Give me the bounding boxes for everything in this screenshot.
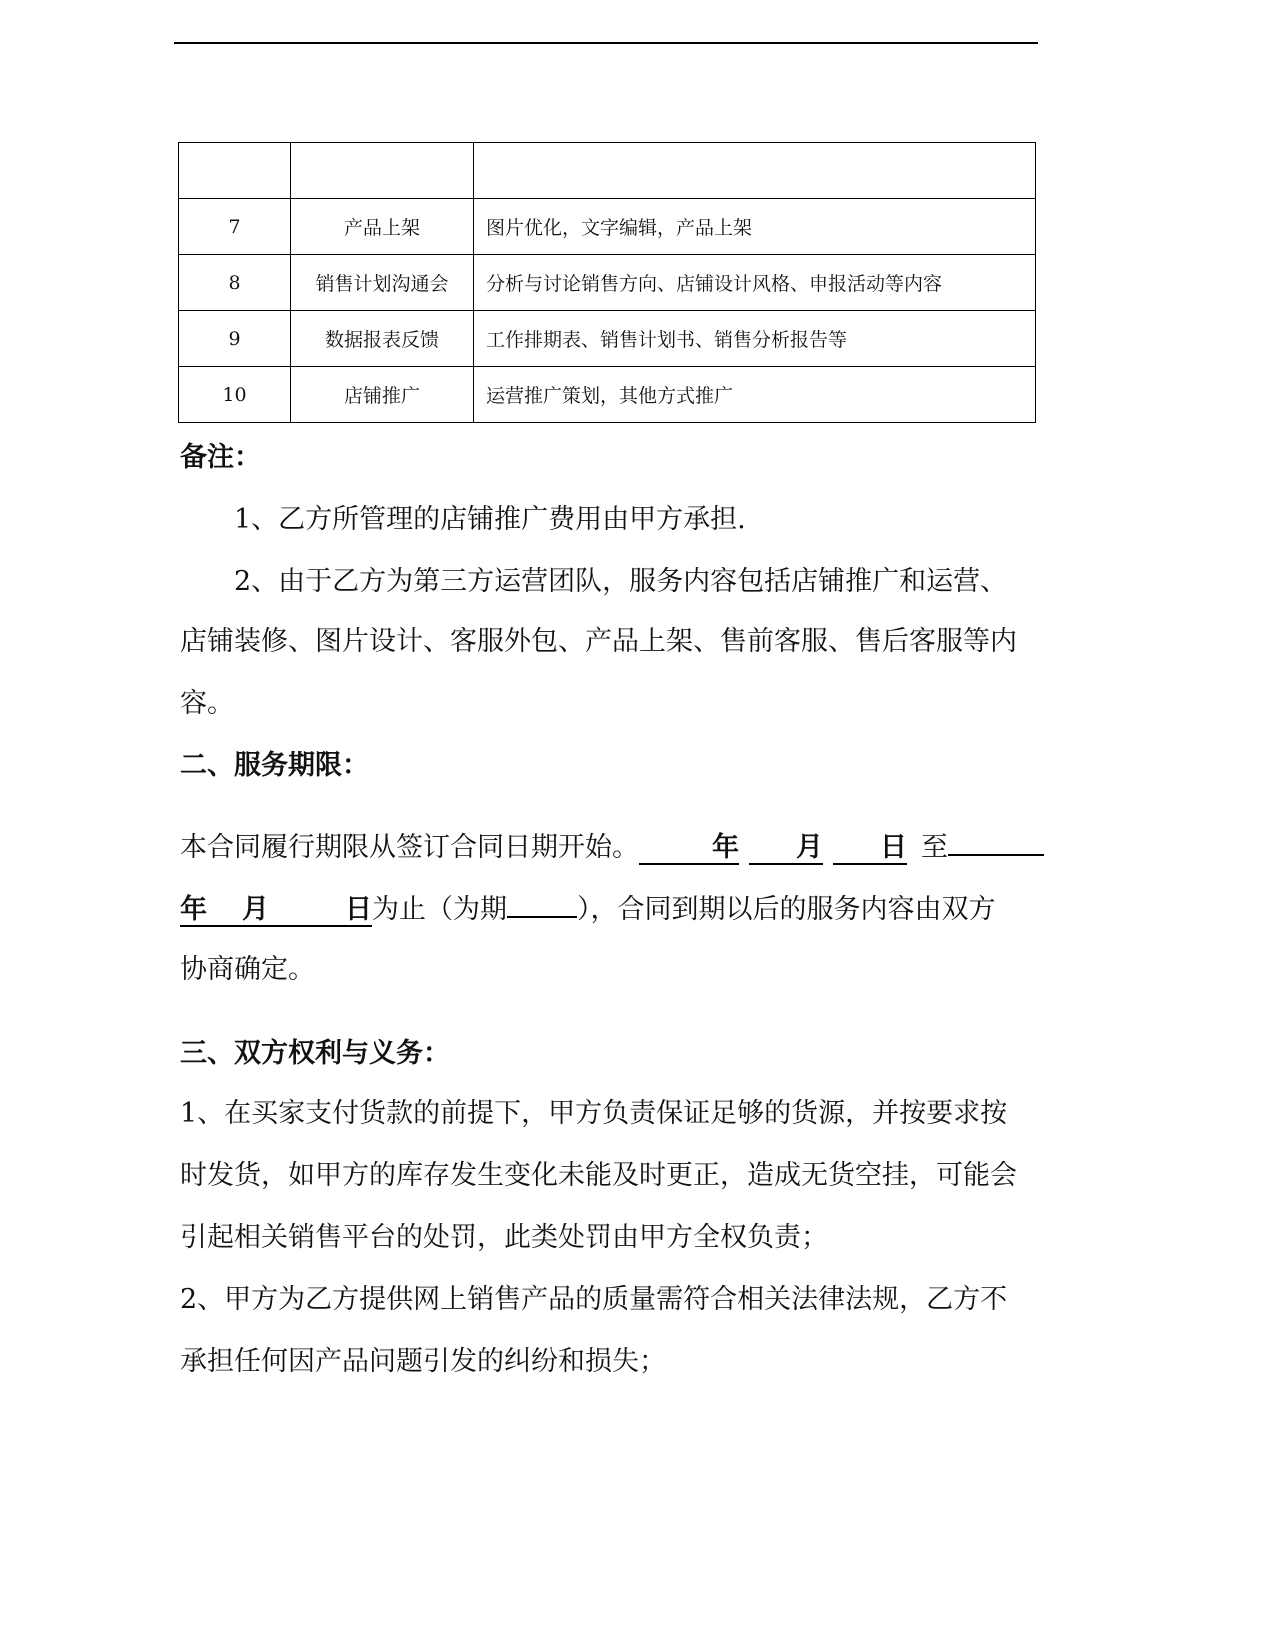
rights-p2-line-2: 承担任何因产品问题引发的纠纷和损失； xyxy=(180,1346,666,1377)
cell-desc xyxy=(474,143,1036,199)
cell-no: 7 xyxy=(179,199,291,255)
term-to: 至 xyxy=(921,832,948,863)
end-blank xyxy=(948,854,1044,856)
cell-item: 数据报表反馈 xyxy=(291,311,474,367)
term-heading: 二、服务期限： xyxy=(180,750,369,781)
term-line-3: 协商确定。 xyxy=(180,954,315,985)
header-rule xyxy=(174,42,1038,44)
note-2-line-1: 2、由于乙方为第三方运营团队，服务内容包括店铺推广和运营、 xyxy=(234,566,1008,597)
start-year-blank: 年 xyxy=(639,832,739,865)
cell-item xyxy=(291,143,474,199)
cell-desc: 分析与讨论销售方向、店铺设计风格、申报活动等内容 xyxy=(474,255,1036,311)
cell-desc: 图片优化，文字编辑，产品上架 xyxy=(474,199,1036,255)
term-tail: ），合同到期以后的服务内容由双方 xyxy=(577,894,996,925)
cell-desc: 工作排期表、销售计划书、销售分析报告等 xyxy=(474,311,1036,367)
term-line-1 xyxy=(180,832,1044,865)
cell-no: 8 xyxy=(179,255,291,311)
rights-heading: 三、双方权利与义务： xyxy=(180,1038,450,1069)
end-year-blank: 年 xyxy=(180,894,242,927)
table-row xyxy=(179,311,1036,367)
start-month-blank: 月 xyxy=(749,832,823,865)
service-table xyxy=(178,142,1036,423)
cell-no: 9 xyxy=(179,311,291,367)
cell-no xyxy=(179,143,291,199)
note-2-line-2: 店铺装修、图片设计、客服外包、产品上架、售前客服、售后客服等内 xyxy=(180,626,1017,657)
rights-p1-line-3: 引起相关销售平台的处罚，此类处罚由甲方全权负责； xyxy=(180,1222,828,1253)
note-1: 1、乙方所管理的店铺推广费用由甲方承担. xyxy=(234,504,746,535)
term-line-2 xyxy=(180,894,996,927)
rights-p1-line-2: 时发货，如甲方的库存发生变化未能及时更正，造成无货空挂，可能会 xyxy=(180,1160,1017,1191)
table-row xyxy=(179,367,1036,423)
term-until: 为止（为期 xyxy=(372,894,507,925)
end-day-blank: 日 xyxy=(310,894,372,927)
notes-heading: 备注： xyxy=(180,442,261,473)
cell-item: 店铺推广 xyxy=(291,367,474,423)
rights-p1-line-1: 1、在买家支付货款的前提下，甲方负责保证足够的货源，并按要求按 xyxy=(180,1098,1008,1129)
table-row xyxy=(179,143,1036,199)
period-blank xyxy=(507,916,577,918)
cell-item: 销售计划沟通会 xyxy=(291,255,474,311)
table-row xyxy=(179,199,1036,255)
rights-p2-line-1: 2、甲方为乙方提供网上销售产品的质量需符合相关法律法规，乙方不 xyxy=(180,1284,1008,1315)
end-month-blank: 月 xyxy=(242,894,310,927)
term-intro: 本合同履行期限从签订合同日期开始。 xyxy=(180,832,639,863)
cell-no: 10 xyxy=(179,367,291,423)
table-row xyxy=(179,255,1036,311)
cell-item: 产品上架 xyxy=(291,199,474,255)
cell-desc: 运营推广策划，其他方式推广 xyxy=(474,367,1036,423)
start-day-blank: 日 xyxy=(833,832,907,865)
note-2-line-3: 容。 xyxy=(180,688,234,719)
